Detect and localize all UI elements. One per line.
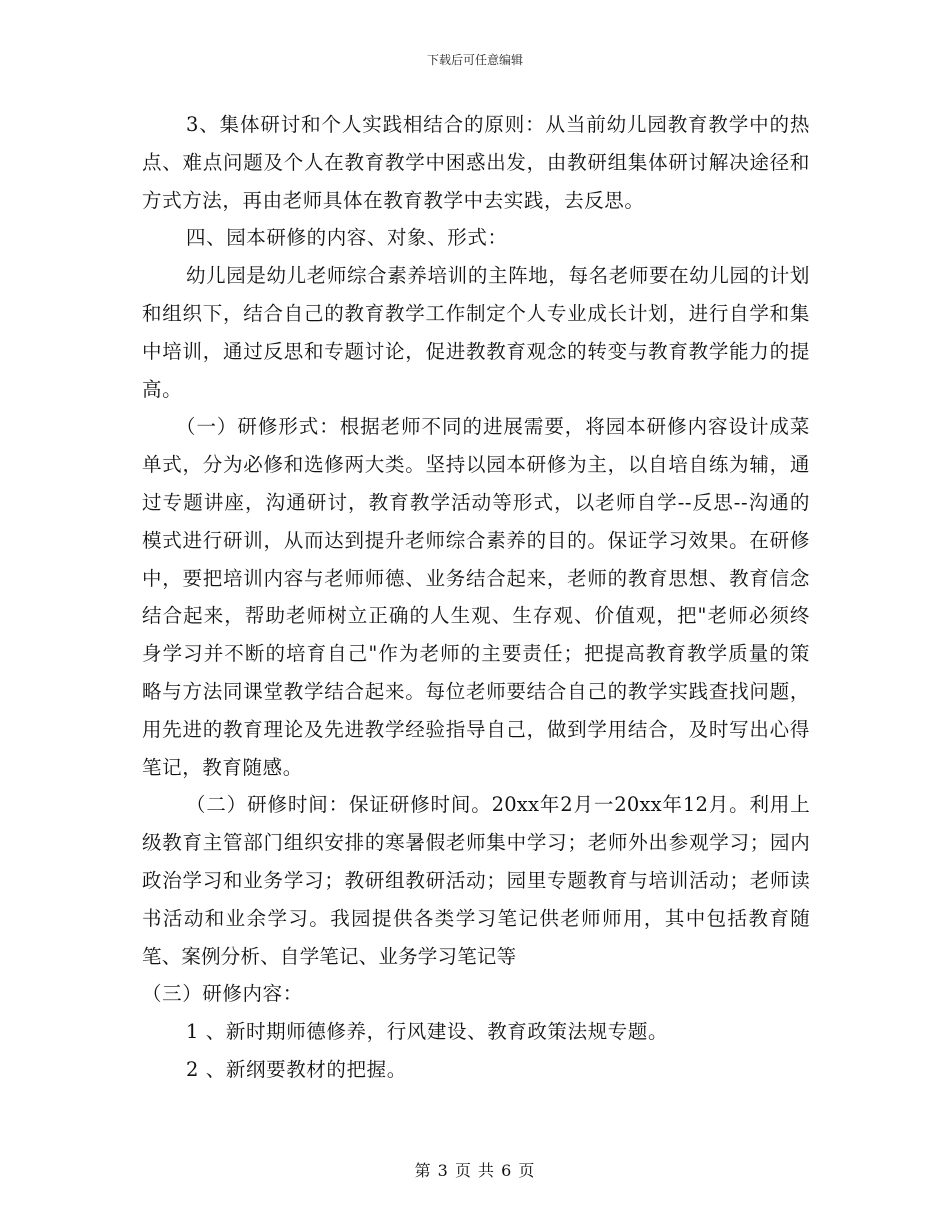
paragraph-principle-3: 3、集体研讨和个人实践相结合的原则：从当前幼儿园教育教学中的热点、难点问题及个人在教育教学中困惑出发，由教研组集体研讨解决途径和方式方法，再由老师具体在教育教学中去实践，去反思。 [142,113,810,212]
section-heading-4: 四、园本研修的内容、对象、形式： [186,226,508,250]
page-footer: 第 3 页 共 6 页 [414,1161,536,1180]
document-body [142,106,810,1089]
subheading-study-content: （三）研修内容： [142,982,303,1006]
page-header: 下载后可任意编辑 [426,53,523,67]
paragraph-kindergarten-training: 幼儿园是幼儿老师综合素养培训的主阵地，每名老师要在幼儿园的计划和组织下，结合自己的教育教学工作制定个人专业成长计划，进行自学和集中培训，通过反思和专题讨论，促进教教育观念的转变与教育教学能力的提高。 [142,264,810,401]
list-item-2: 2 、新纲要教材的把握。 [186,1057,407,1081]
paragraph-study-time: （二）研修时间：保证研修时间。20xx年2月一20xx年12月。利用上级教育主管部门组织安排的寒暑假老师集中学习；老师外出参观学习；园内政治学习和业务学习；教研组教研活动；园里专题教育与培训活动；老师读书活动和业余学习。我园提供各类学习笔记供老师师用，其中包括教育随笔、案例分析、自学笔记、业务学习笔记等 [142,793,810,968]
list-item-1: 1 、新时期师德修养，行风建设、教育政策法规专题。 [186,1020,669,1044]
paragraph-study-form: （一）研修形式：根据老师不同的进展需要，将园本研修内容设计成菜单式，分为必修和选修两大类。坚持以园本研修为主，以自培自练为辅，通过专题讲座，沟通研讨，教育教学活动等形式，以老师自学--反思--沟通的模式进行研训，从而达到提升老师综合素养的目的。保证学习效果。在研修中，要把培训内容与老师师德、业务结合起来，老师的教育思想、教育信念结合起来，帮助老师树立正确的人生观、生存观、价值观，把"老师必须终身学习并不断的培育自己"作为老师的主要责任；把提高教育教学质量的策略与方法同课堂教学结合起来。每位老师要结合自己的教学实践查找问题，用先进的教育理论及先进教学经验指导自己，做到学用结合，及时写出心得笔记，教育随感。 [142,415,810,779]
